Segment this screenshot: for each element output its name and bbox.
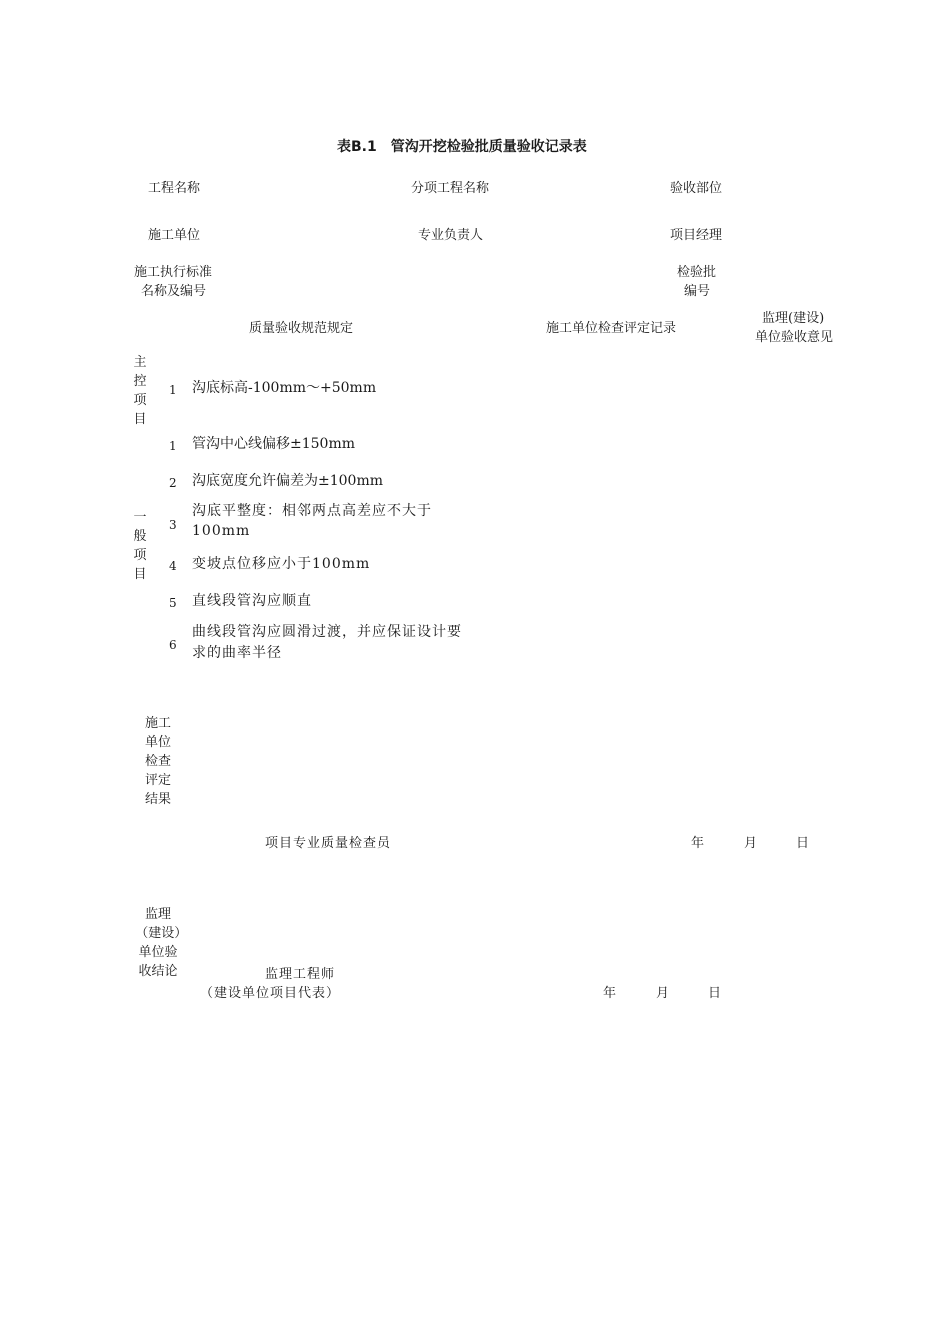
supervision-column-header-line1: 监理(建设) (762, 311, 825, 326)
standard-label-line1: 施工执行标准 (134, 265, 213, 280)
conclusion-year-label: 年 (603, 986, 617, 1001)
general-item-3-text: 沟底平整度：相邻两点高差应不大于 (192, 503, 432, 519)
general-item-4-text: 变坡点位移应小于100mm (192, 556, 371, 572)
general-item-3-text-line2: 100mm (192, 523, 251, 539)
main-item-1-number: 1 (169, 383, 177, 397)
general-item-5-number: 5 (169, 596, 177, 610)
page-title: 表B.1 管沟开挖检验批质量验收记录表 (337, 139, 587, 155)
conclusion-day-label: 日 (708, 986, 722, 1001)
batch-label-line1: 检验批 (677, 265, 717, 280)
general-items-label: 一般项目 (133, 510, 147, 582)
general-item-6-text: 曲线段管沟应圆滑过渡，并应保证设计要 (192, 624, 462, 640)
construction-representative-label: （建设单位项目代表） (200, 986, 341, 1001)
general-item-3-number: 3 (169, 518, 177, 532)
professional-lead-label: 专业负责人 (418, 228, 484, 243)
project-name-label: 工程名称 (148, 181, 201, 196)
spec-column-header: 质量验收规范规定 (249, 321, 354, 336)
subitem-name-label: 分项工程名称 (411, 181, 490, 196)
acceptance-part-label: 验收部位 (670, 181, 723, 196)
result-month-label: 月 (744, 836, 758, 851)
supervision-conclusion-label: 监理（建设）单位验收结论 (135, 907, 181, 979)
construction-result-label: 施工单位检查评定结果 (144, 716, 171, 807)
main-control-label: 主控项目 (133, 355, 147, 427)
supervision-column-header-line2: 单位验收意见 (755, 330, 834, 345)
result-year-label: 年 (691, 836, 705, 851)
result-day-label: 日 (796, 836, 810, 851)
general-item-6-number: 6 (169, 638, 177, 652)
check-record-column-header: 施工单位检查评定记录 (546, 321, 677, 336)
general-item-1-text: 管沟中心线偏移±150mm (192, 436, 356, 452)
general-item-2-number: 2 (169, 476, 177, 490)
general-item-6-text-line2: 求的曲率半径 (192, 645, 282, 661)
conclusion-month-label: 月 (656, 986, 670, 1001)
main-item-1-text: 沟底标高-100mm～+50mm (192, 380, 377, 396)
general-item-4-number: 4 (169, 559, 177, 573)
general-item-2-text: 沟底宽度允许偏差为±100mm (192, 473, 384, 489)
project-manager-label: 项目经理 (670, 228, 723, 243)
general-item-5-text: 直线段管沟应顺直 (192, 593, 312, 609)
quality-inspector-label: 项目专业质量检查员 (265, 836, 392, 851)
construction-unit-label: 施工单位 (148, 228, 201, 243)
supervision-engineer-label: 监理工程师 (265, 967, 336, 982)
general-item-1-number: 1 (169, 439, 177, 453)
standard-label-line2: 名称及编号 (141, 284, 207, 299)
batch-label-line2: 编号 (684, 284, 711, 299)
